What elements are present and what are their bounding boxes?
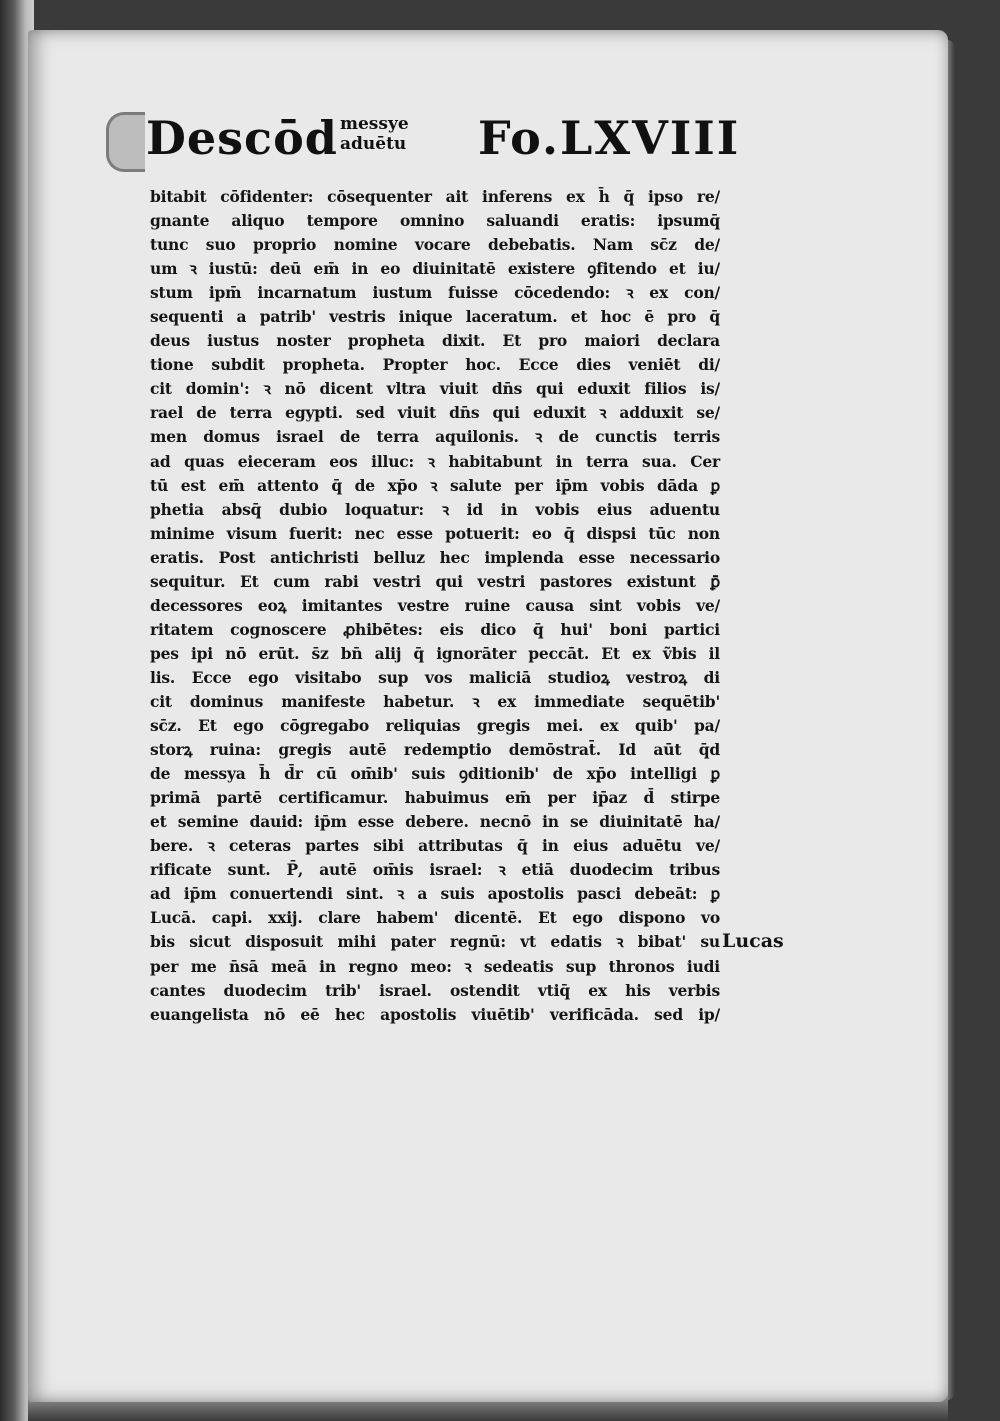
text-line: bere. ꝛ ceteras partes sibi attributas q̄ in eius aduētu ve/: [150, 836, 720, 856]
text-line: primā partē certificamur. habuimus em̄ per ip̄az d̄ stirpe: [150, 788, 720, 808]
text-line: gnante aliquo tempore omnino saluandi eratis: ipsumq̄: [150, 211, 720, 231]
text-line: euangelista nō eē hec apostolis viuētib' verificāda. sed ip/: [150, 1004, 720, 1024]
text-line: men domus israel de terra aquilonis. ꝛ de cunctis terris: [150, 427, 720, 447]
text-line: tū est em̄ attento q̄ de xp̄o ꝛ salute per ip̄m vobis dāda ꝑ: [150, 475, 720, 495]
text-line: decessores eoꝝ imitantes vestre ruine causa sint vobis ve/: [150, 595, 720, 615]
text-line: stum ipm̄ incarnatum iustum fuisse cōcedendo: ꝛ ex con/: [150, 283, 720, 303]
text-line: minime visum fuerit: nec esse potuerit: eo q̄ dispsi tūc non: [150, 523, 720, 543]
text-line: rificate sunt. P̄, autē om̄is israel: ꝛ etiā duodecim tribus: [150, 860, 720, 880]
text-line: tione subdit propheta. Propter hoc. Ecce dies veniēt di/: [150, 355, 720, 375]
text-line: cantes duodecim trib' israel. ostendit vtiq̄ ex his verbis: [150, 980, 720, 1000]
text-line: um ꝛ iustū: deū em̄ in eo diuinitatē existere ꝯfitendo et iu/: [150, 259, 720, 279]
text-line: et semine dauid: ip̄m esse debere. necnō in se diuinitatē ha/: [150, 812, 720, 832]
text-line: cit domin': ꝛ nō dicent vltra viuit dn̄s qui eduxit filios is/: [150, 379, 720, 399]
text-line: ad quas eieceram eos illuc: ꝛ habitabunt in terra sua. Cer: [150, 451, 720, 471]
text-line: per me n̄sā meā in regno meo: ꝛ sedeatis sup thronos iudi: [150, 956, 720, 976]
folio-number: Fo.LXVIII: [478, 111, 741, 165]
page-header: [106, 108, 741, 172]
text-line: Lucā. capi. xxij. clare habem' dicentē. Et ego dispono vo: [150, 908, 720, 928]
text-line: rael de terra egypti. sed viuit dn̄s qui eduxit ꝛ adduxit se/: [150, 403, 720, 423]
running-title: Descōd: [146, 111, 338, 165]
text-line: cit dominus manifeste habetur. ꝛ ex immediate sequētib': [150, 691, 720, 711]
text-line: de messya h̄ d̄r cū om̄ib' suis ꝯditionib' de xp̄o intelligi ꝑ: [150, 764, 720, 784]
subtitle-line: aduētu: [340, 134, 407, 154]
text-line: tunc suo proprio nomine vocare debebatis. Nam sc̄z de/: [150, 235, 720, 255]
text-line: storꝝ ruina: gregis autē redemptio demōstrat̄. Id aūt q̄d: [150, 740, 720, 760]
text-line: deus iustus noster propheta dixit. Et pro maiori declara: [150, 331, 720, 351]
text-line: sequenti a patrib' vestris inique laceratum. et hoc ē pro q̄: [150, 307, 720, 327]
text-line: sequitur. Et cum rabi vestri qui vestri pastores existunt ꝑ̄: [150, 571, 720, 591]
text-line: lis. Ecce ego visitabo sup vos maliciā studioꝝ vestroꝝ di: [150, 667, 720, 687]
text-line: sc̄z. Et ego cōgregabo reliquias gregis mei. ex quib' pa/: [150, 716, 720, 736]
text-line: pes ipi nō erūt. s̄z bn̄ alij q̄ ignorāter peccāt. Et ex ṽbis il: [150, 643, 720, 663]
marginal-note: Lucas: [722, 930, 784, 952]
text-line: bitabit cōfidenter: cōsequenter ait inferens ex h̄ q̄ ipso re/: [150, 187, 720, 206]
text-line: eratis. Post antichristi belluz hec implenda esse necessario: [150, 547, 720, 567]
body-text: [150, 185, 720, 1027]
running-subtitle: [340, 114, 409, 154]
text-line: bis sicut disposuit mihi pater regnū: vt edatis ꝛ bibat' su: [150, 932, 720, 952]
text-line: phetia absq̄ dubio loquatur: ꝛ id in vobis eius aduentu: [150, 499, 720, 519]
text-line: ad ip̄m conuertendi sint. ꝛ a suis apostolis pasci debeāt: ꝑ: [150, 884, 720, 904]
decorated-initial-mark: [106, 112, 145, 172]
subtitle-line: messye: [340, 114, 409, 134]
text-line: ritatem cognoscere ꝓhibētes: eis dico q̄ hui' boni partici: [150, 619, 720, 639]
